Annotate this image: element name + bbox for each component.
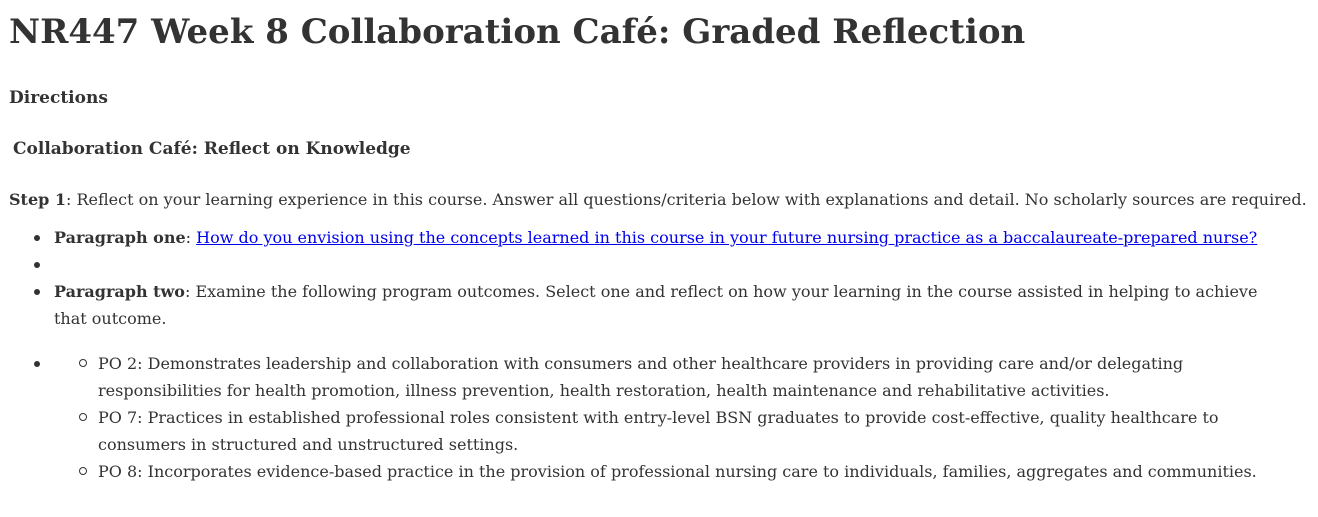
- program-outcome-item: PO 7: Practices in established professional roles consistent with entry-level BSN graduates to provide cost-effective, quality healthcare to consumers in structured and unstructured settings.: [54, 404, 1309, 458]
- paragraph-one-link[interactable]: How do you envision using the concepts learned in this course in your future nursing practice as a baccalaureate-prepared nurse?: [196, 228, 1258, 247]
- page-title: NR447 Week 8 Collaboration Café: Graded Reflection: [9, 12, 1026, 52]
- paragraph-one-separator: :: [185, 228, 197, 247]
- paragraph-one-label: Paragraph one: [54, 228, 186, 247]
- list-item-program-outcomes: [9, 350, 1309, 485]
- step-text: : Reflect on your learning experience in this course. Answer all questions/criteria below with explanations and detail. No scholarly sources are required.: [66, 190, 1307, 209]
- program-outcome-item: PO 2: Demonstrates leadership and collaboration with consumers and other healthcare providers in providing care and/or delegating responsibilities for health promotion, illness prevention, health restoration, health maintenance and rehabilitative activities.: [54, 350, 1309, 404]
- step-instructions: [9, 190, 1307, 209]
- section-subheading: Collaboration Café: Reflect on Knowledge: [13, 139, 411, 159]
- list-item-paragraph-two: [9, 278, 1309, 332]
- list-item-empty: [9, 251, 1309, 278]
- paragraph-two-text: : Examine the following program outcomes. Select one and reflect on how your learning in the course assisted in helping to achieve that outcome.: [54, 282, 1258, 328]
- paragraph-two-label: Paragraph two: [54, 282, 185, 301]
- program-outcomes-list: [54, 350, 1309, 485]
- step-label: Step 1: [9, 190, 67, 209]
- program-outcome-item: PO 8: Incorporates evidence-based practice in the provision of professional nursing care to individuals, families, aggregates and communities.: [54, 458, 1309, 485]
- directions-heading: Directions: [9, 88, 108, 108]
- list-item-paragraph-one: [9, 224, 1309, 251]
- criteria-list: [9, 224, 1309, 485]
